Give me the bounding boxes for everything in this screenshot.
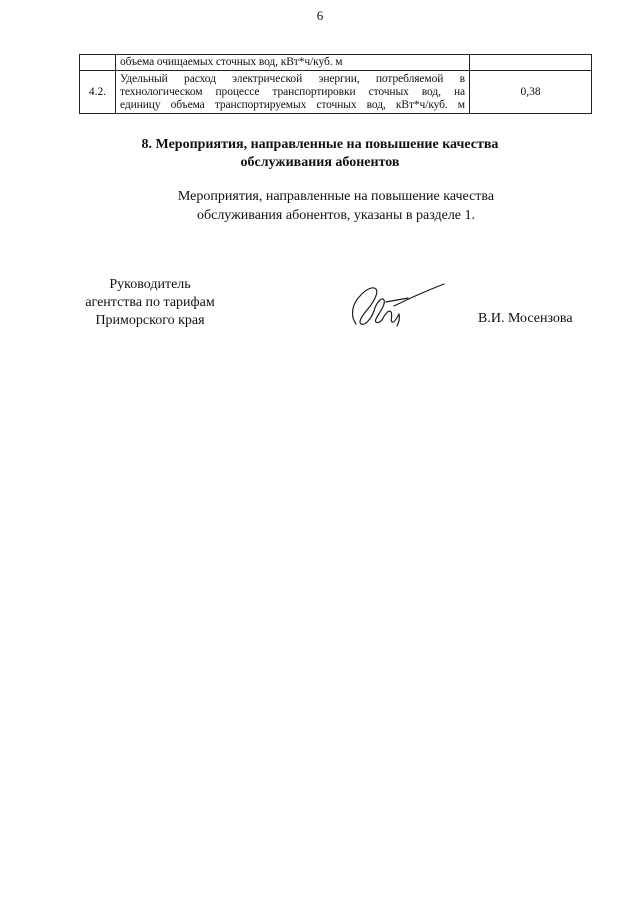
section-body-line: обслуживания абонентов, указаны в разделе 1.	[196, 208, 476, 223]
row-description-cell: объема очищаемых сточных вод, кВт*ч/куб. м	[116, 55, 470, 71]
row-description-cell	[116, 71, 470, 114]
table-row	[80, 55, 592, 71]
row-number-cell	[80, 55, 116, 71]
description-line: Удельный расход электрической энергии, потребляемой в	[120, 72, 465, 85]
row-number-cell: 4.2.	[80, 71, 116, 114]
description-line: единицу объема транспортируемых сточных вод, кВт*ч/куб. м	[120, 98, 465, 111]
signer-name: В.И. Мосензова	[478, 311, 573, 326]
section-title-line: 8. Мероприятия, направленные на повышение качества	[141, 137, 499, 152]
section-body	[0, 187, 640, 225]
page-number: 6	[316, 8, 324, 23]
row-value-cell	[470, 55, 592, 71]
handwritten-signature	[336, 276, 448, 330]
section-title-line: обслуживания абонентов	[240, 155, 400, 170]
signer-position-line: Руководитель	[109, 277, 191, 292]
signer-position	[50, 276, 250, 330]
row-value-cell: 0,38	[470, 71, 592, 114]
section-title	[0, 136, 640, 172]
signer-position-line: агентства по тарифам	[85, 295, 215, 310]
indicators-table	[79, 54, 592, 114]
description-line: технологическом процессе транспортировки сточных вод, на	[120, 85, 465, 98]
table-row	[80, 71, 592, 114]
signer-position-line: Приморского края	[95, 313, 205, 328]
section-body-line: Мероприятия, направленные на повышение качества	[177, 189, 495, 204]
